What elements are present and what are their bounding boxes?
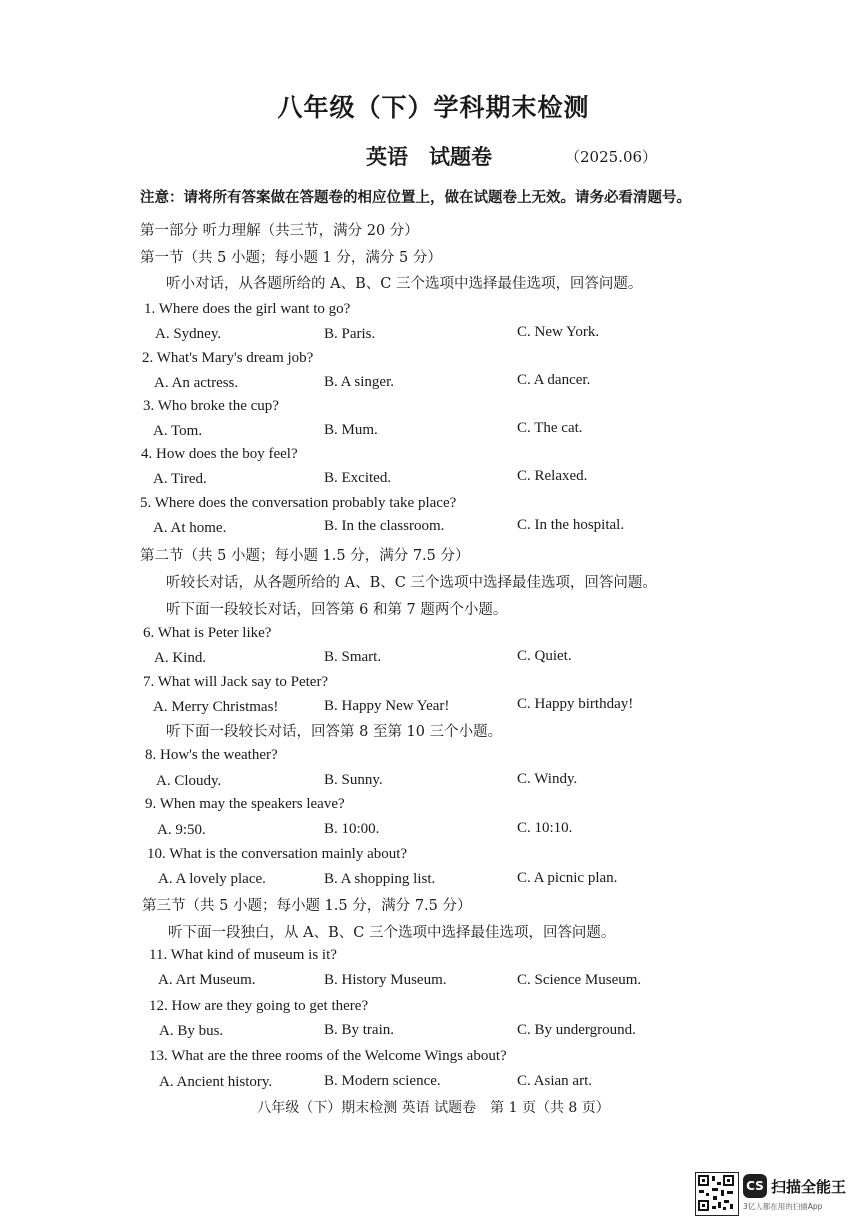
question-5: 5. Where does the conversation probably take place? [140, 495, 457, 511]
q12-option-b: B. By train. [324, 1022, 394, 1038]
qr-code-icon [695, 1172, 739, 1216]
q4-option-a: A. Tired. [153, 471, 207, 487]
scanner-app-name: 扫描全能王 [771, 1177, 847, 1196]
q12-option-a: A. By bus. [159, 1023, 224, 1039]
q13-option-b: B. Modern science. [324, 1073, 441, 1089]
q12-option-c: C. By underground. [517, 1022, 636, 1038]
q1-option-b: B. Paris. [324, 326, 376, 342]
q3-option-b: B. Mum. [324, 422, 378, 438]
page-footer: 八年级（下）期末检测 英语 试题卷 第 1 页（共 8 页） [257, 1100, 610, 1116]
notice-label: 注意： [140, 189, 184, 206]
question-6: 6. What is Peter like? [143, 625, 272, 641]
section1-instruction: 听小对话，从各题所给的 A、B、C 三个选项中选择最佳选项，回答问题。 [166, 276, 643, 292]
question-10: 10. What is the conversation mainly about? [147, 846, 408, 862]
q1-option-a: A. Sydney. [155, 326, 222, 342]
q7-option-b: B. Happy New Year! [324, 698, 450, 714]
part1-title: 第一部分 听力理解（共三节，满分 20 分） [140, 223, 419, 239]
exam-subtitle: 英语 试题卷 [366, 144, 492, 169]
q9-option-a: A. 9:50. [157, 822, 206, 838]
section3-title: 第三节（共 5 小题；每小题 1.5 分，满分 7.5 分） [142, 898, 472, 914]
q8-option-c: C. Windy. [517, 771, 578, 787]
q4-option-b: B. Excited. [324, 470, 392, 486]
question-2: 2. What's Mary's dream job? [142, 350, 314, 366]
question-9: 9. When may the speakers leave? [145, 796, 345, 812]
q4-option-c: C. Relaxed. [517, 468, 588, 484]
q3-option-a: A. Tom. [153, 423, 203, 439]
q7-option-c: C. Happy birthday! [517, 696, 634, 712]
section2-title: 第二节（共 5 小题；每小题 1.5 分，满分 7.5 分） [140, 548, 470, 564]
section2-sub-instruction-2: 听下面一段较长对话，回答第 8 至第 10 三个小题。 [166, 724, 503, 740]
question-11: 11. What kind of museum is it? [149, 947, 337, 963]
section2-sub-instruction-1: 听下面一段较长对话，回答第 6 和第 7 题两个小题。 [166, 602, 508, 618]
q6-option-b: B. Smart. [324, 649, 382, 665]
question-4: 4. How does the boy feel? [141, 446, 298, 462]
q10-option-a: A. A lovely place. [158, 871, 266, 887]
scanner-tagline: 3亿人都在用的扫描App [743, 1202, 823, 1211]
q1-option-c: C. New York. [517, 324, 600, 340]
q13-option-c: C. Asian art. [517, 1073, 592, 1089]
question-12: 12. How are they going to get there? [149, 998, 369, 1014]
q9-option-b: B. 10:00. [324, 821, 380, 837]
q6-option-c: C. Quiet. [517, 648, 572, 664]
q5-option-a: A. At home. [153, 520, 227, 536]
q6-option-a: A. Kind. [154, 650, 207, 666]
q8-option-a: A. Cloudy. [156, 773, 222, 789]
q3-option-c: C. The cat. [517, 420, 583, 436]
q5-option-b: B. In the classroom. [324, 518, 445, 534]
q5-option-c: C. In the hospital. [517, 517, 625, 533]
notice [140, 186, 691, 207]
question-3: 3. Who broke the cup? [143, 398, 279, 414]
exam-title: 八年级（下）学科期末检测 [277, 93, 590, 122]
q2-option-b: B. A singer. [324, 374, 395, 390]
q10-option-b: B. A shopping list. [324, 871, 436, 887]
section3-instruction: 听下面一段独白，从 A、B、C 三个选项中选择最佳选项，回答问题。 [168, 925, 616, 941]
question-13: 13. What are the three rooms of the Welcome Wings about? [149, 1048, 507, 1064]
question-7: 7. What will Jack say to Peter? [143, 674, 329, 690]
notice-text: 请将所有答案做在答题卷的相应位置上，做在试题卷上无效。请务必看清题号。 [183, 189, 691, 206]
q8-option-b: B. Sunny. [324, 772, 383, 788]
question-8: 8. How's the weather? [145, 747, 278, 763]
q2-option-c: C. A dancer. [517, 372, 591, 388]
q2-option-a: A. An actress. [154, 375, 239, 391]
exam-date: （2025.06） [565, 148, 658, 166]
scanner-brand [743, 1174, 846, 1198]
question-1: 1. Where does the girl want to go? [144, 301, 351, 317]
q11-option-c: C. Science Museum. [517, 972, 642, 988]
section2-instruction: 听较长对话，从各题所给的 A、B、C 三个选项中选择最佳选项，回答问题。 [166, 575, 657, 591]
q10-option-c: C. A picnic plan. [517, 870, 618, 886]
q11-option-b: B. History Museum. [324, 972, 447, 988]
camscanner-logo-icon: CS [743, 1174, 767, 1198]
q11-option-a: A. Art Museum. [158, 972, 256, 988]
q9-option-c: C. 10:10. [517, 820, 573, 836]
q7-option-a: A. Merry Christmas! [153, 699, 279, 715]
q13-option-a: A. Ancient history. [159, 1074, 273, 1090]
section1-title: 第一节（共 5 小题；每小题 1 分，满分 5 分） [140, 250, 442, 266]
